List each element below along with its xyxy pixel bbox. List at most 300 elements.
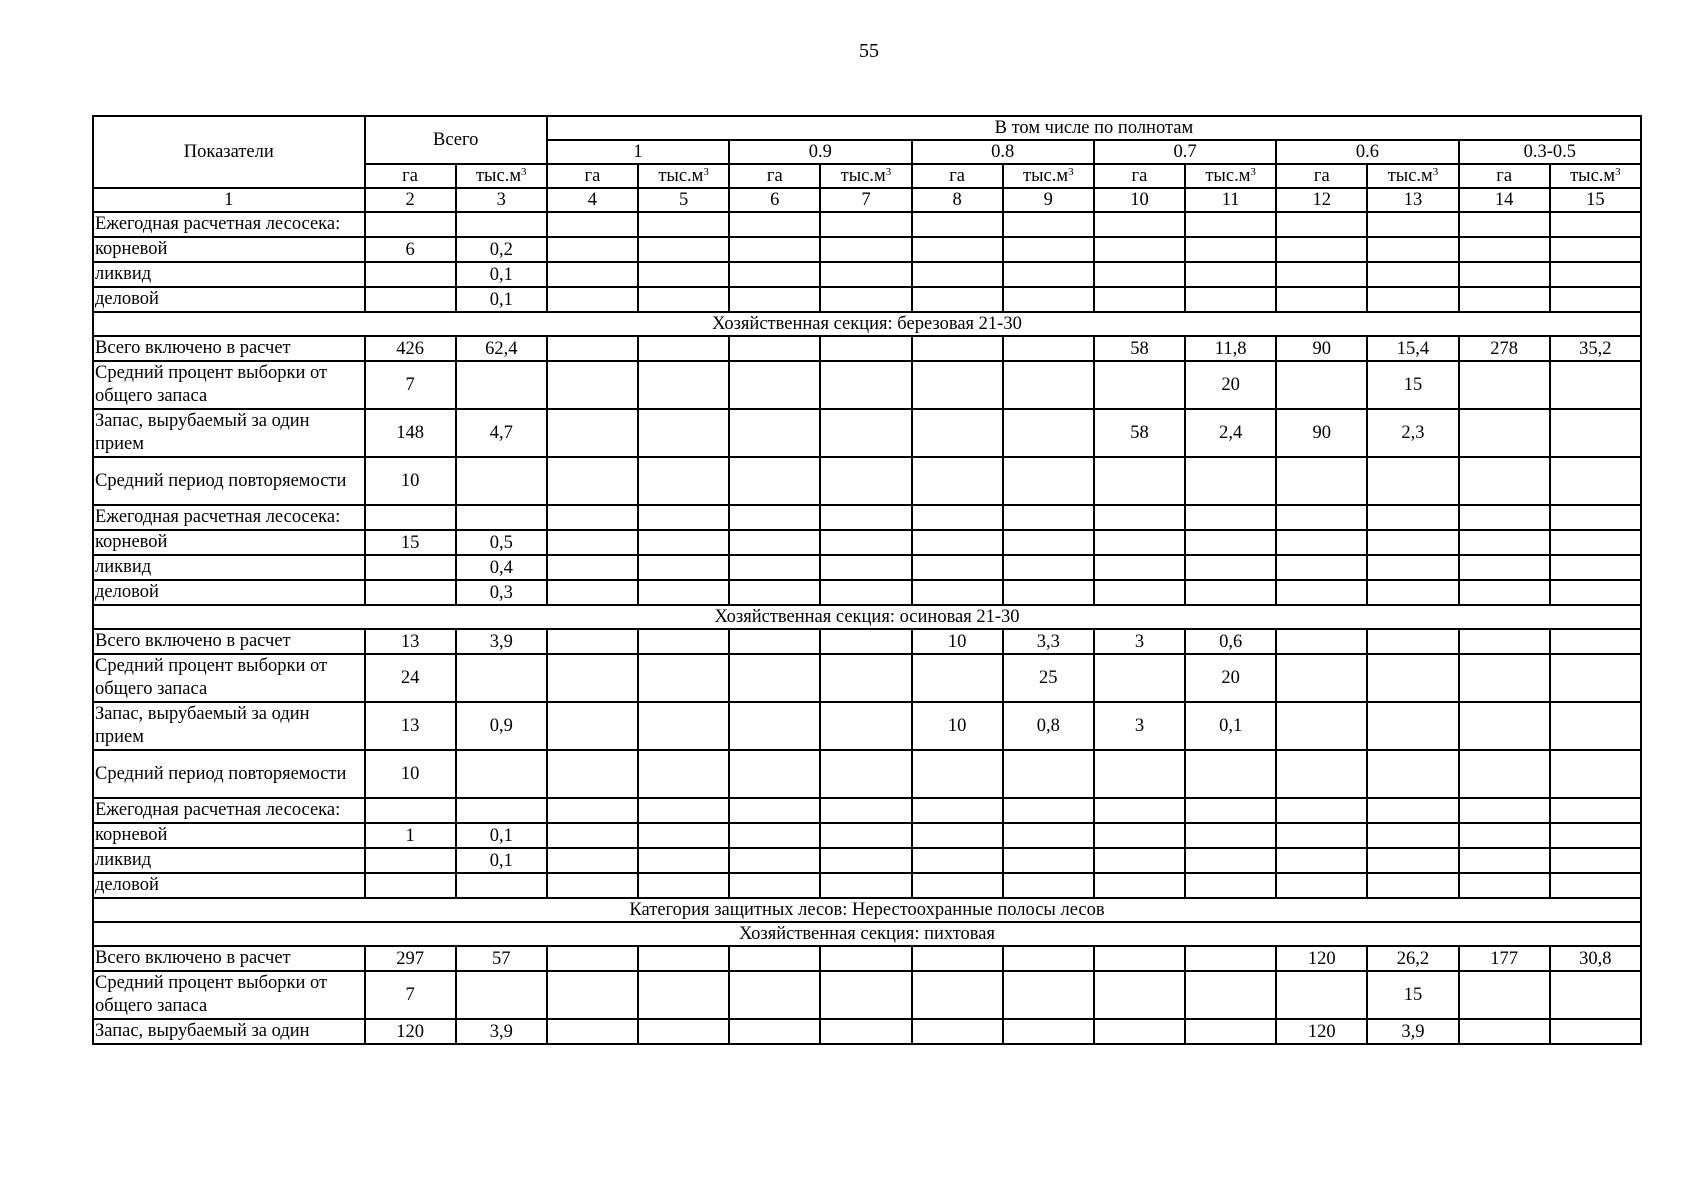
row-label: корневой — [93, 237, 365, 262]
row-label: Средний период повторяемости — [93, 457, 365, 505]
table-cell — [365, 262, 456, 287]
table-cell — [1003, 212, 1094, 237]
table-cell — [1276, 237, 1367, 262]
table-cell — [1459, 1019, 1550, 1044]
table-cell — [1094, 555, 1185, 580]
header-column-number: 2 — [365, 188, 456, 212]
table-cell — [1003, 530, 1094, 555]
table-cell — [912, 336, 1003, 361]
unit-volume-text: тыс.м — [1570, 166, 1616, 186]
table-cell — [1094, 530, 1185, 555]
table-cell — [1459, 971, 1550, 1019]
table-cell: 0,1 — [456, 287, 547, 312]
table-cell — [638, 750, 729, 798]
table-cell — [1550, 287, 1641, 312]
table-cell: 90 — [1276, 336, 1367, 361]
unit-volume-superscript: 3 — [703, 166, 709, 178]
row-label: Запас, вырубаемый за один — [93, 1019, 365, 1044]
table-cell — [547, 287, 638, 312]
table-cell: 0,1 — [1185, 702, 1276, 750]
header-density-class: 0.3-0.5 — [1459, 140, 1641, 164]
table-cell — [1550, 702, 1641, 750]
table-cell — [1367, 555, 1458, 580]
table-cell: 3 — [1094, 629, 1185, 654]
table-row — [93, 702, 1641, 750]
table-cell — [1185, 212, 1276, 237]
table-cell — [638, 654, 729, 702]
table-cell — [1003, 287, 1094, 312]
table-row — [93, 654, 1641, 702]
table-cell — [638, 409, 729, 457]
table-cell: 10 — [365, 750, 456, 798]
row-label: Ежегодная расчетная лесосека: — [93, 505, 365, 530]
table-cell — [456, 505, 547, 530]
table-cell: 3,3 — [1003, 629, 1094, 654]
header-unit-area: га — [1094, 164, 1185, 188]
table-cell — [1094, 212, 1185, 237]
header-density-class: 0.9 — [729, 140, 911, 164]
table-cell: 10 — [365, 457, 456, 505]
table-cell — [638, 237, 729, 262]
table-cell — [1550, 798, 1641, 823]
table-row — [93, 873, 1641, 898]
table-cell: 15 — [1367, 971, 1458, 1019]
table-cell — [1550, 654, 1641, 702]
unit-volume-text: тыс.м — [1387, 166, 1433, 186]
table-cell — [1276, 580, 1367, 605]
table-cell — [1094, 1019, 1185, 1044]
table-cell — [1276, 457, 1367, 505]
table-cell — [1276, 555, 1367, 580]
table-cell — [1003, 848, 1094, 873]
table-cell — [729, 530, 820, 555]
table-cell — [547, 823, 638, 848]
table-cell — [1550, 1019, 1641, 1044]
table-cell — [1550, 409, 1641, 457]
table-cell — [1367, 505, 1458, 530]
table-cell — [820, 873, 911, 898]
table-cell: 26,2 — [1367, 946, 1458, 971]
table-cell — [547, 654, 638, 702]
table-cell — [638, 287, 729, 312]
table-cell — [912, 212, 1003, 237]
unit-volume-text: тыс.м — [1205, 166, 1251, 186]
header-column-number: 9 — [1003, 188, 1094, 212]
table-cell — [456, 971, 547, 1019]
table-cell — [1367, 798, 1458, 823]
table-cell — [729, 361, 820, 409]
header-total: Всего — [365, 116, 547, 164]
table-row — [93, 212, 1641, 237]
row-label: Всего включено в расчет — [93, 336, 365, 361]
table-cell — [547, 336, 638, 361]
table-cell: 278 — [1459, 336, 1550, 361]
table-cell — [1003, 505, 1094, 530]
unit-volume-text: тыс.м — [475, 166, 522, 186]
table-cell — [365, 848, 456, 873]
row-label: Запас, вырубаемый за один прием — [93, 702, 365, 750]
table-cell: 0,4 — [456, 555, 547, 580]
table-cell — [912, 580, 1003, 605]
table-cell — [820, 823, 911, 848]
table-cell: 120 — [365, 1019, 456, 1044]
table-cell — [1094, 654, 1185, 702]
table-cell — [1276, 262, 1367, 287]
table-cell — [547, 237, 638, 262]
table-row — [93, 971, 1641, 1019]
row-label: ликвид — [93, 262, 365, 287]
table-cell: 0,1 — [456, 262, 547, 287]
table-row — [93, 336, 1641, 361]
table-row — [93, 530, 1641, 555]
table-cell: 6 — [365, 237, 456, 262]
table-cell: 3,9 — [456, 629, 547, 654]
table-cell — [1550, 580, 1641, 605]
table-cell — [1276, 750, 1367, 798]
table-cell — [1003, 1019, 1094, 1044]
table-row — [93, 629, 1641, 654]
table-cell — [729, 336, 820, 361]
table-cell — [456, 798, 547, 823]
table-cell — [1276, 702, 1367, 750]
section-row — [93, 898, 1641, 922]
table-cell — [820, 971, 911, 1019]
table-cell — [638, 823, 729, 848]
table-cell: 15 — [365, 530, 456, 555]
table-cell — [1094, 946, 1185, 971]
table-cell — [1094, 873, 1185, 898]
table-cell — [1459, 530, 1550, 555]
table-row — [93, 555, 1641, 580]
table-cell — [1459, 457, 1550, 505]
table-cell — [1459, 409, 1550, 457]
table-cell — [820, 361, 911, 409]
table-cell: 58 — [1094, 409, 1185, 457]
header-column-number: 3 — [456, 188, 547, 212]
table-cell — [912, 654, 1003, 702]
table-cell: 25 — [1003, 654, 1094, 702]
table-cell — [1459, 555, 1550, 580]
table-cell — [1003, 971, 1094, 1019]
table-cell — [1003, 409, 1094, 457]
table-cell — [1459, 629, 1550, 654]
table-cell — [1550, 262, 1641, 287]
table-cell — [912, 409, 1003, 457]
table-cell — [912, 798, 1003, 823]
table-cell: 0,3 — [456, 580, 547, 605]
table-cell — [820, 237, 911, 262]
table-row — [93, 361, 1641, 409]
table-cell — [1003, 580, 1094, 605]
table-cell — [1367, 457, 1458, 505]
table-cell — [547, 580, 638, 605]
header-column-number: 6 — [729, 188, 820, 212]
table-cell — [1367, 654, 1458, 702]
table-header — [93, 116, 1641, 212]
header-column-number: 10 — [1094, 188, 1185, 212]
table-cell — [1550, 505, 1641, 530]
table-cell — [912, 848, 1003, 873]
table-row — [93, 750, 1641, 798]
table-cell — [729, 629, 820, 654]
table-cell — [638, 262, 729, 287]
table-cell — [1094, 823, 1185, 848]
unit-volume-superscript: 3 — [1250, 166, 1256, 178]
row-label: деловой — [93, 580, 365, 605]
row-label: Средний период повторяемости — [93, 750, 365, 798]
table-cell: 24 — [365, 654, 456, 702]
row-label: Средний процент выборки от общего запаса — [93, 654, 365, 702]
header-unit-area: га — [1276, 164, 1367, 188]
table-cell — [820, 409, 911, 457]
table-cell — [547, 457, 638, 505]
table-cell: 297 — [365, 946, 456, 971]
table-cell — [820, 629, 911, 654]
table-cell — [638, 798, 729, 823]
header-unit-volume — [820, 164, 911, 188]
table-cell — [1367, 287, 1458, 312]
header-unit-volume — [1185, 164, 1276, 188]
table-cell: 0,8 — [1003, 702, 1094, 750]
header-column-numbers-row — [93, 188, 1641, 212]
table-cell: 30,8 — [1550, 946, 1641, 971]
table-cell — [1185, 530, 1276, 555]
table-cell — [456, 750, 547, 798]
table-cell — [1094, 971, 1185, 1019]
table-cell — [1185, 848, 1276, 873]
table-cell — [1459, 212, 1550, 237]
table-cell — [1185, 237, 1276, 262]
header-column-number: 4 — [547, 188, 638, 212]
table-cell: 35,2 — [1550, 336, 1641, 361]
table-cell — [547, 873, 638, 898]
unit-volume-text: тыс.м — [840, 166, 886, 186]
table-cell — [1185, 873, 1276, 898]
table-cell — [1550, 750, 1641, 798]
table-cell — [1459, 580, 1550, 605]
unit-volume-superscript: 3 — [1432, 166, 1439, 178]
unit-volume-text: тыс.м — [658, 166, 704, 186]
table-cell — [820, 336, 911, 361]
table-cell — [729, 212, 820, 237]
header-unit-area: га — [365, 164, 456, 188]
table-cell — [456, 654, 547, 702]
table-cell — [1367, 750, 1458, 798]
table-cell — [547, 848, 638, 873]
table-cell — [1185, 287, 1276, 312]
table-cell: 148 — [365, 409, 456, 457]
table-cell — [456, 361, 547, 409]
table-cell: 7 — [365, 971, 456, 1019]
table-row — [93, 1019, 1641, 1044]
table-cell: 0,1 — [456, 823, 547, 848]
row-label: ликвид — [93, 555, 365, 580]
section-row — [93, 922, 1641, 946]
row-label: Запас, вырубаемый за один прием — [93, 409, 365, 457]
table-cell — [1550, 848, 1641, 873]
table-cell — [638, 702, 729, 750]
table-cell — [1550, 555, 1641, 580]
table-cell — [1459, 702, 1550, 750]
table-cell — [820, 530, 911, 555]
row-label: Всего включено в расчет — [93, 629, 365, 654]
table-cell — [1185, 823, 1276, 848]
table-cell — [820, 555, 911, 580]
table-cell: 58 — [1094, 336, 1185, 361]
table-cell — [1276, 505, 1367, 530]
table-cell — [820, 1019, 911, 1044]
table-cell — [1003, 361, 1094, 409]
table-cell — [1094, 505, 1185, 530]
header-column-number: 7 — [820, 188, 911, 212]
table-cell — [729, 848, 820, 873]
table-cell — [1276, 212, 1367, 237]
table-cell — [1367, 212, 1458, 237]
table-cell — [820, 798, 911, 823]
table-row — [93, 823, 1641, 848]
table-cell — [1094, 287, 1185, 312]
table-cell: 3,9 — [1367, 1019, 1458, 1044]
table-row — [93, 457, 1641, 505]
table-cell — [1003, 237, 1094, 262]
table-cell — [1550, 361, 1641, 409]
table-cell — [1367, 823, 1458, 848]
table-cell — [547, 530, 638, 555]
table-body — [93, 212, 1641, 1044]
table-cell: 0,6 — [1185, 629, 1276, 654]
table-cell — [365, 580, 456, 605]
table-cell — [1094, 580, 1185, 605]
table-cell — [1550, 971, 1641, 1019]
table-cell — [729, 505, 820, 530]
table-cell — [547, 946, 638, 971]
table-row — [93, 798, 1641, 823]
table-cell — [1276, 530, 1367, 555]
table-cell — [820, 505, 911, 530]
page-number: 55 — [859, 40, 879, 62]
table-cell — [547, 555, 638, 580]
table-cell — [456, 457, 547, 505]
table-cell — [365, 873, 456, 898]
table-cell — [1185, 555, 1276, 580]
table-cell — [1367, 702, 1458, 750]
table-cell — [1003, 457, 1094, 505]
table-cell: 15 — [1367, 361, 1458, 409]
table-cell — [1550, 629, 1641, 654]
header-column-number: 15 — [1550, 188, 1641, 212]
header-column-number: 11 — [1185, 188, 1276, 212]
table-cell — [638, 336, 729, 361]
table-cell — [1550, 823, 1641, 848]
table-cell — [912, 505, 1003, 530]
table-cell — [1003, 262, 1094, 287]
header-column-number: 8 — [912, 188, 1003, 212]
table-cell — [1185, 946, 1276, 971]
table-cell — [729, 237, 820, 262]
table-row — [93, 505, 1641, 530]
table-cell — [1459, 262, 1550, 287]
table-cell — [729, 702, 820, 750]
table-cell — [365, 798, 456, 823]
table-cell — [456, 873, 547, 898]
header-column-number: 14 — [1459, 188, 1550, 212]
section-title: Хозяйственная секция: березовая 21-30 — [93, 312, 1641, 336]
table-cell — [638, 873, 729, 898]
table-cell — [638, 457, 729, 505]
table-cell — [1276, 971, 1367, 1019]
table-row — [93, 946, 1641, 971]
table-cell — [820, 946, 911, 971]
table-cell — [547, 798, 638, 823]
table-cell — [1003, 750, 1094, 798]
table-cell — [1276, 823, 1367, 848]
table-cell — [547, 505, 638, 530]
table-cell — [820, 702, 911, 750]
table-cell — [1185, 580, 1276, 605]
table-cell — [365, 505, 456, 530]
table-cell — [912, 946, 1003, 971]
table-cell — [547, 361, 638, 409]
table-cell — [1276, 287, 1367, 312]
table-cell — [912, 750, 1003, 798]
table-cell — [1367, 262, 1458, 287]
table-cell — [638, 629, 729, 654]
table-cell — [638, 971, 729, 1019]
table-cell — [638, 212, 729, 237]
header-column-number: 12 — [1276, 188, 1367, 212]
table-cell: 20 — [1185, 361, 1276, 409]
table-row — [93, 580, 1641, 605]
section-row — [93, 312, 1641, 336]
table-cell: 0,5 — [456, 530, 547, 555]
table-cell — [1094, 361, 1185, 409]
table-cell — [1459, 505, 1550, 530]
row-label: деловой — [93, 287, 365, 312]
table-cell — [1094, 798, 1185, 823]
header-density-class: 1 — [547, 140, 729, 164]
unit-volume-superscript: 3 — [885, 166, 892, 178]
table-row — [93, 287, 1641, 312]
table-cell — [1459, 823, 1550, 848]
table-cell — [1185, 750, 1276, 798]
table-cell — [1459, 237, 1550, 262]
table-cell — [912, 237, 1003, 262]
table-cell — [912, 262, 1003, 287]
table-cell — [1459, 750, 1550, 798]
table-cell: 120 — [1276, 946, 1367, 971]
table-cell — [638, 946, 729, 971]
table-cell: 10 — [912, 702, 1003, 750]
table-cell — [729, 1019, 820, 1044]
table-cell — [912, 971, 1003, 1019]
table-cell — [729, 798, 820, 823]
table-cell — [820, 262, 911, 287]
table-cell: 2,4 — [1185, 409, 1276, 457]
table-cell — [729, 873, 820, 898]
table-row — [93, 237, 1641, 262]
table-cell — [638, 530, 729, 555]
table-cell — [1459, 654, 1550, 702]
table-cell — [1003, 555, 1094, 580]
table-cell: 13 — [365, 629, 456, 654]
table-cell — [638, 848, 729, 873]
table-cell — [1459, 361, 1550, 409]
header-density-class: 0.6 — [1276, 140, 1458, 164]
table-cell — [365, 555, 456, 580]
header-indicators: Показатели — [93, 116, 365, 188]
table-cell — [729, 580, 820, 605]
table-cell: 10 — [912, 629, 1003, 654]
